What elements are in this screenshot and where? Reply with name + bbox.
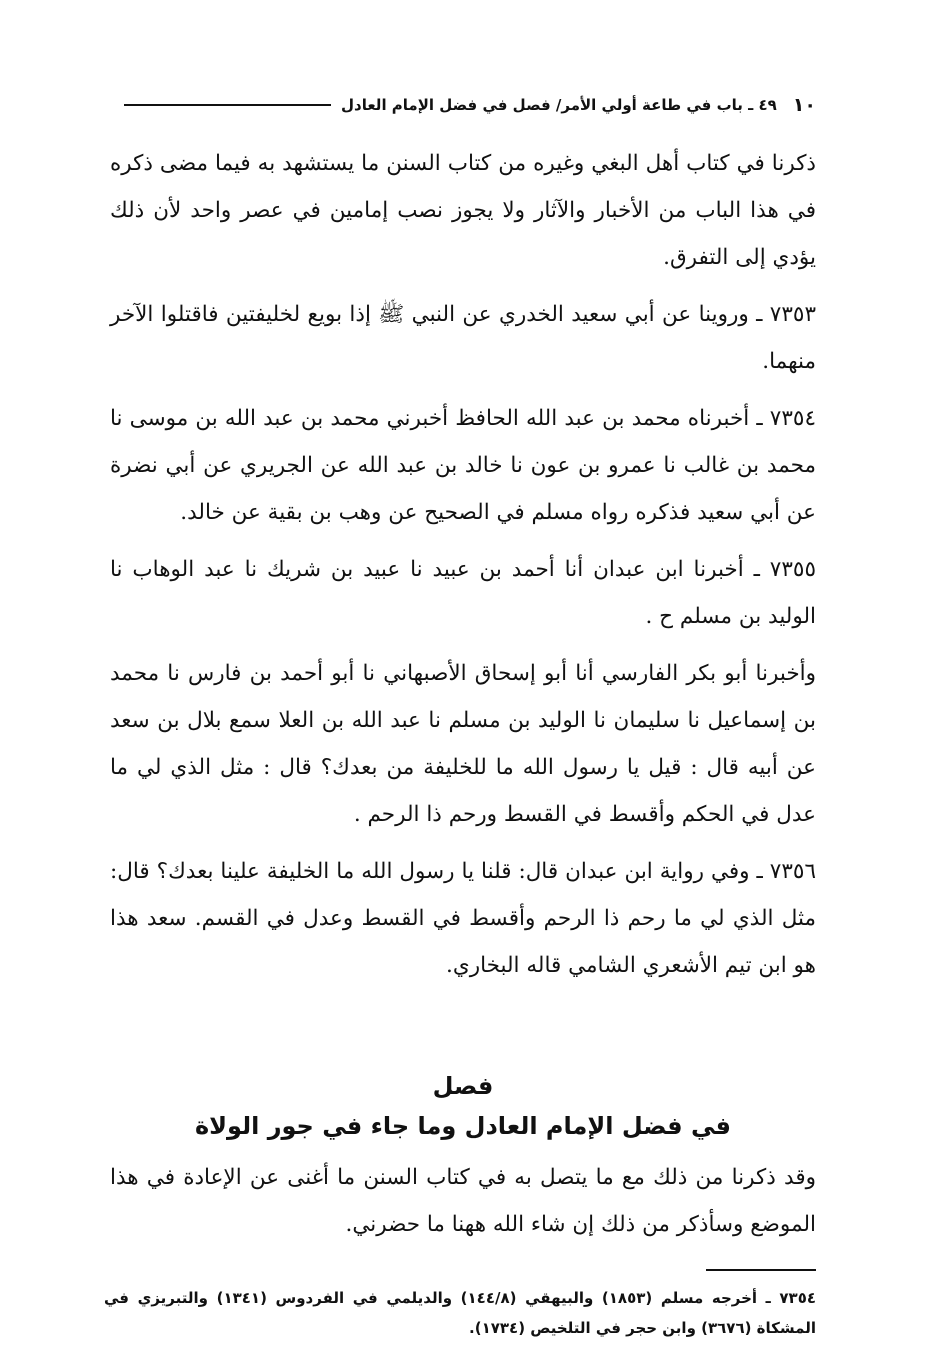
footnote-rule [706, 1269, 816, 1271]
page-number: ١٠ [792, 94, 816, 116]
hadith-7355: ٧٣٥٥ ـ أخبرنا ابن عبدان أنا أحمد بن عبيد نا عبيد بن شريك نا عبد الوهاب نا الوليد بن مسلم ح . [110, 557, 816, 629]
book-page [104, 88, 817, 1372]
paragraph-chain: وأخبرنا أبو بكر الفارسي أنا أبو إسحاق الأصبهاني نا أبو أحمد بن فارس نا محمد بن إسماعيل نا سليمان نا الوليد بن مسلم نا عبد الله بن العلا سمع بلال بن سعد عن أبيه قال : قيل يا رسول الله ما للخليفة من بعدك؟ قال : مثل الذي لي ما عدل في الحكم وأقسط في القسط ورحم ذا الرحم . [110, 661, 816, 827]
running-header [110, 88, 816, 122]
footnote: ٧٣٥٤ ـ أخرجه مسلم (١٨٥٣) والبيهقي (١٤٤/٨) والديلمي في الفردوس (١٣٤١) والتبريزي في المشكاة (٣٦٧٦) وابن حجر في التلخيص (١٧٣٤). [104, 1289, 817, 1337]
section-subheading: في فضل الإمام العادل وما جاء في جور الولاة [195, 1112, 731, 1140]
paragraph-intro: ذكرنا في كتاب أهل البغي وغيره من كتاب السنن ما يستشهد به فيما مضى ذكره في هذا الباب من الأخبار والآثار ولا يجوز نصب إمامين في عصر واحد لأن ذلك يؤدي إلى التفرق. [110, 151, 816, 270]
header-rule [124, 104, 331, 106]
main-text [110, 140, 816, 999]
running-title: ٤٩ ـ باب في طاعة أولي الأمر/ فصل في فضل الإمام العادل [341, 96, 777, 114]
section-paragraph: وقد ذكرنا من ذلك مع ما يتصل به في كتاب السنن ما أغنى عن الإعادة في هذا الموضع وسأذكر من ذلك إن شاء الله ههنا ما حضرني. [110, 1165, 816, 1237]
hadith-7354: ٧٣٥٤ ـ أخبرناه محمد بن عبد الله الحافظ أخبرني محمد بن عبد الله بن موسى نا محمد بن غالب نا عمرو بن عون نا خالد بن عبد الله عن الجريري عن أبي نضرة عن أبي سعيد فذكره رواه مسلم في الصحيح عن وهب بن بقية عن خالد. [110, 406, 816, 525]
section-heading: فصل [432, 1072, 494, 1100]
hadith-7356: ٧٣٥٦ ـ وفي رواية ابن عبدان قال: قلنا يا رسول الله ما الخليفة علينا بعدك؟ قال: مثل الذي لي ما رحم ذا الرحم وأقسط في القسط وعدل في القسم. سعد هذا هو ابن تيم الأشعري الشامي قاله البخاري. [110, 859, 816, 978]
hadith-7353: ٧٣٥٣ ـ وروينا عن أبي سعيد الخدري عن النبي ﷺ إذا بويع لخليفتين فاقتلوا الآخر منهما. [110, 302, 816, 374]
section-block [110, 1066, 816, 1248]
